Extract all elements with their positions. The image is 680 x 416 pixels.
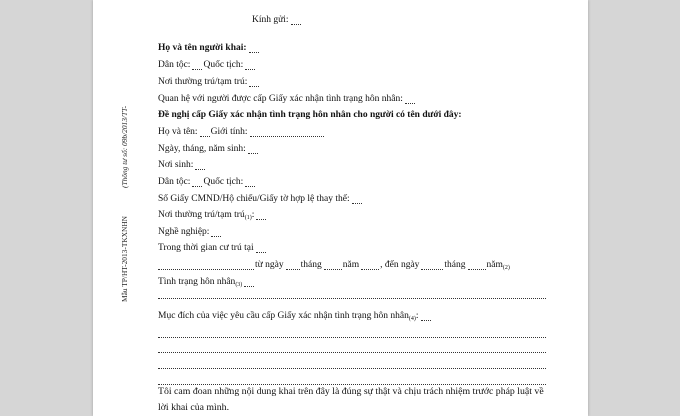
circular-reference: (Thông tư số: 09b/2013/TT- bbox=[120, 105, 129, 188]
birthplace-field[interactable] bbox=[195, 161, 205, 170]
commitment-statement: Tôi cam đoan những nội dung khai trên đây là đúng sự thật và chịu trách nhiệm trước pháp luật về lời khai của mình. bbox=[158, 386, 544, 413]
residence2-colon: : bbox=[251, 210, 255, 220]
relationship-field[interactable] bbox=[405, 95, 415, 104]
residence2-label: Nơi thường trú/tạm trú bbox=[158, 210, 245, 220]
residence-field[interactable] bbox=[249, 78, 259, 87]
residence-line bbox=[158, 76, 546, 88]
purpose-field-2[interactable] bbox=[158, 336, 546, 338]
purpose-field[interactable] bbox=[421, 312, 431, 321]
relationship-line bbox=[158, 93, 546, 105]
year2-label: năm bbox=[486, 260, 503, 270]
dob-line bbox=[158, 143, 546, 155]
period-line bbox=[158, 242, 546, 254]
purpose-field-4[interactable] bbox=[158, 367, 546, 369]
period-dates-line bbox=[158, 259, 546, 271]
marital-field-2[interactable] bbox=[158, 297, 546, 299]
purpose-footnote: (4) bbox=[408, 316, 416, 322]
id-line bbox=[158, 193, 546, 205]
occupation-line bbox=[158, 226, 546, 238]
nationality-field[interactable] bbox=[245, 61, 255, 70]
to-day-field[interactable] bbox=[421, 261, 443, 270]
ethnicity2-field[interactable] bbox=[192, 178, 202, 187]
addressee-label: Kính gửi: bbox=[252, 15, 289, 25]
residence2-field[interactable] bbox=[256, 211, 266, 220]
ethnicity-field[interactable] bbox=[192, 61, 202, 70]
purpose-colon: : bbox=[415, 311, 419, 321]
gender-field[interactable] bbox=[250, 128, 324, 137]
month-label: tháng bbox=[300, 260, 322, 270]
request-heading: Đề nghị cấp Giấy xác nhận tình trạng hôn nhân cho người có tên dưới đây: bbox=[158, 110, 462, 120]
marital-footnote: (3) bbox=[235, 282, 243, 288]
fullname-label: Họ và tên: bbox=[158, 127, 198, 137]
period-place-field-2[interactable] bbox=[158, 261, 254, 270]
occupation-field[interactable] bbox=[211, 228, 221, 237]
purpose-label: Mục đích của việc yêu cầu cấp Giấy xác nhận tình trạng hôn nhân bbox=[158, 311, 409, 321]
period-place-field[interactable] bbox=[256, 244, 266, 253]
birthplace-label: Nơi sinh: bbox=[158, 160, 194, 170]
request-heading-line bbox=[158, 109, 546, 121]
dob-field[interactable] bbox=[248, 145, 258, 154]
fullname-gender-line bbox=[158, 126, 546, 138]
period-footnote: (2) bbox=[502, 265, 510, 271]
ethnicity-label: Dân tộc: bbox=[158, 60, 191, 70]
nationality-label: Quốc tịch: bbox=[203, 60, 244, 70]
fullname-field[interactable] bbox=[200, 128, 210, 137]
declarant-name-field[interactable] bbox=[249, 44, 259, 53]
gender-label: Giới tính: bbox=[210, 127, 248, 137]
side-stamp bbox=[102, 0, 132, 416]
ethnicity-nationality-2-line bbox=[158, 176, 546, 188]
nationality2-label: Quốc tịch: bbox=[203, 177, 244, 187]
form-code: Mẫu TP/HT-2013-TKXNHN bbox=[120, 215, 129, 302]
relationship-label: Quan hệ với người được cấp Giấy xác nhận tình trạng hôn nhân: bbox=[158, 94, 403, 104]
marital-line bbox=[158, 276, 546, 288]
nationality2-field[interactable] bbox=[245, 178, 255, 187]
marital-field[interactable] bbox=[244, 278, 254, 287]
from-month-field[interactable] bbox=[324, 261, 342, 270]
from-day-label: từ ngày bbox=[255, 260, 284, 270]
residence-2-line bbox=[158, 209, 546, 221]
addressee-field[interactable] bbox=[291, 16, 301, 25]
to-month-field[interactable] bbox=[468, 261, 486, 270]
marital-label: Tình trạng hôn nhân bbox=[158, 277, 236, 287]
dob-label: Ngày, tháng, năm sinh: bbox=[158, 144, 246, 154]
to-day-label: , đến ngày bbox=[380, 260, 420, 270]
period-label: Trong thời gian cư trú tại bbox=[158, 243, 254, 253]
occupation-label: Nghề nghiệp: bbox=[158, 227, 210, 237]
residence2-footnote: (1) bbox=[244, 215, 252, 221]
year-label: năm bbox=[342, 260, 360, 270]
declarant-line bbox=[158, 42, 546, 54]
addressee-line bbox=[252, 14, 488, 26]
id-label: Số Giấy CMND/Hộ chiếu/Giấy tờ hợp lệ thay thế: bbox=[158, 194, 350, 204]
purpose-field-3[interactable] bbox=[158, 351, 546, 353]
declarant-heading: Họ và tên người khai: bbox=[158, 43, 247, 53]
from-day-field[interactable] bbox=[286, 261, 300, 270]
id-field[interactable] bbox=[352, 195, 362, 204]
ethnicity-nationality-line bbox=[158, 59, 546, 71]
purpose-line bbox=[158, 310, 546, 322]
ethnicity2-label: Dân tộc: bbox=[158, 177, 191, 187]
from-year-field[interactable] bbox=[361, 261, 379, 270]
month2-label: tháng bbox=[444, 260, 466, 270]
residence-label: Nơi thường trú/tạm trú: bbox=[158, 77, 248, 87]
birthplace-line bbox=[158, 159, 546, 171]
